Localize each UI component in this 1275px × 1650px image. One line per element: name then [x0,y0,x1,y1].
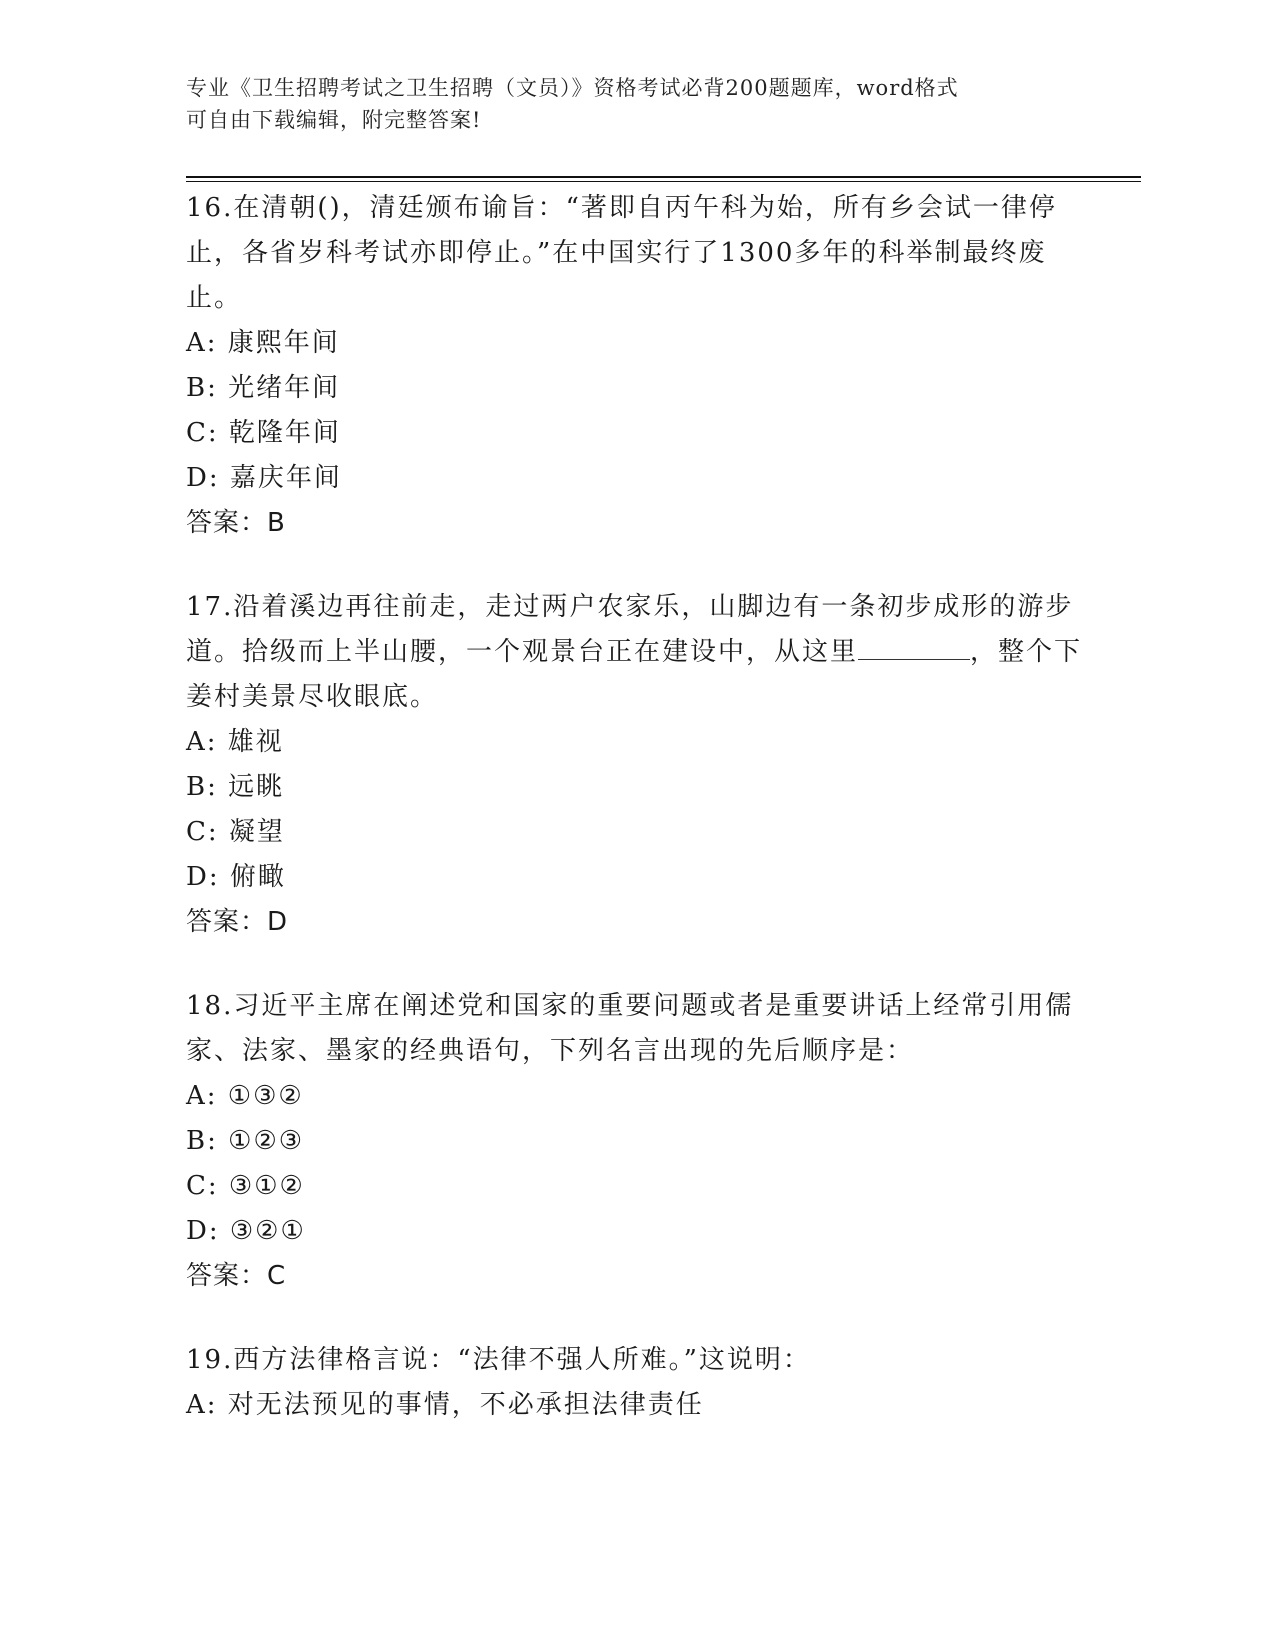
option-b: B: ①②③ [186,1126,305,1156]
option-c: C: 凝望 [186,817,285,847]
document-header [186,72,1066,136]
question-stem: 19.西方法律格言说：“法律不强人所难。”这说明： [186,1345,811,1375]
answer-label: 答案：B [186,508,286,538]
option-d: D: 俯瞰 [186,862,286,892]
option-a: A: ①③② [186,1081,304,1111]
option-a: A: 对无法预见的事情，不必承担法律责任 [186,1390,704,1420]
answer-label: 答案：C [186,1261,287,1291]
stem-part-before-blank: 17.沿着溪边再往前走，走过两户农家乐，山脚边有一条初步成形的游步道。拾级而上半山腰，一个观景台正在建设中，从这里 [186,592,1074,667]
question-17 [186,585,1086,945]
option-a: A: 雄视 [186,727,284,757]
option-a: A: 康熙年间 [186,328,340,358]
header-rule-thin [186,181,1141,182]
option-c: C: 乾隆年间 [186,418,341,448]
question-18 [186,984,1086,1299]
option-d: D: ③②① [186,1216,306,1246]
option-b: B: 光绪年间 [186,373,341,403]
question-stem: 16.在清朝()，清廷颁布谕旨：“著即自丙午科为始，所有乡会试一律停止，各省岁科考试亦即停止。”在中国实行了1300多年的科举制最终废止。 [186,193,1057,313]
option-c: C: ③①② [186,1171,305,1201]
question-stem [186,585,1086,720]
option-b: B: 远眺 [186,772,285,802]
header-rule-thick [186,176,1141,178]
fill-in-blank [858,635,970,660]
header-line-2: 可自由下载编辑，附完整答案! [186,108,482,132]
answer-label: 答案：D [186,907,289,937]
question-stem: 18.习近平主席在阐述党和国家的重要问题或者是重要讲话上经常引用儒家、法家、墨家的经典语句，下列名言出现的先后顺序是： [186,991,1074,1066]
question-19 [186,1338,1086,1428]
option-d: D: 嘉庆年间 [186,463,342,493]
question-16 [186,186,1086,546]
header-line-1: 专业《卫生招聘考试之卫生招聘（文员）》资格考试必背200题题库，word格式 [186,76,959,100]
stem-part-after-blank: ，整个下姜村美景尽收眼底。 [186,637,1083,712]
question-list [186,186,1086,1467]
